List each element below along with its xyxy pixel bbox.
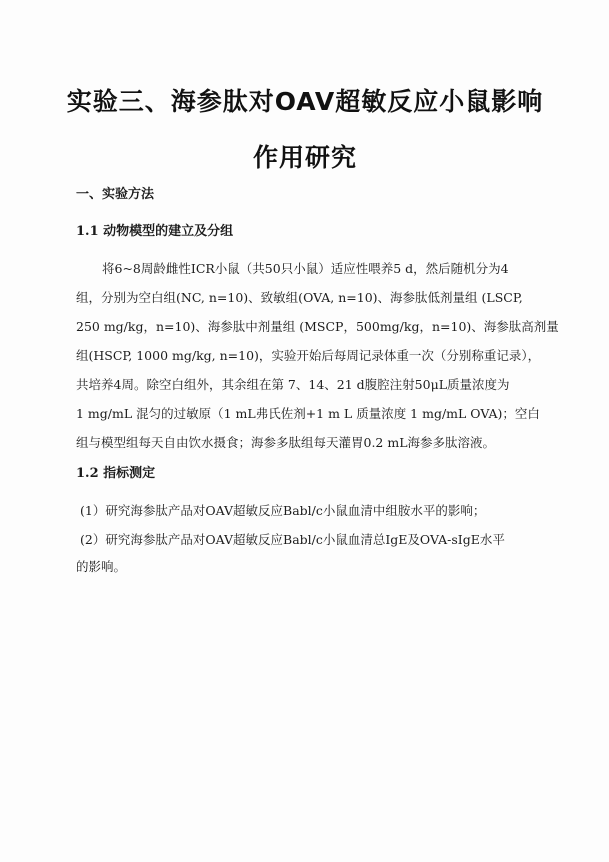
document-title-line-2: 作用研究 xyxy=(252,143,357,172)
subsection-heading-model: 1.1 动物模型的建立及分组 xyxy=(76,224,234,239)
indicator-item: (1）研究海参肽产品对OAV超敏反应Babl/c小鼠血清中组胺水平的影响； xyxy=(80,503,486,518)
paragraph-line: 组，分别为空白组(NC, n=10)、致敏组(OVA, n=10)、海参肽低剂量组 (LSCP, xyxy=(76,290,523,305)
paragraph-line: 将6~8周龄雌性ICR小鼠（共50只小鼠）适应性喂养5 d，然后随机分为4 xyxy=(102,261,509,276)
paragraph-line: 250 mg/kg，n=10)、海参肽中剂量组 (MSCP，500mg/kg，n=10)、海参肽高剂量 xyxy=(76,319,559,334)
paragraph-line: 组(HSCP, 1000 mg/kg, n=10)，实验开始后每周记录体重一次（分别称重记录）， xyxy=(76,348,541,363)
section-heading-methods: 一、实验方法 xyxy=(76,187,155,202)
document-title-line-1: 实验三、海参肽对OAV超敏反应小鼠影响 xyxy=(66,87,544,116)
indicator-item: (2）研究海参肽产品对OAV超敏反应Babl/c小鼠血清总IgE及OVA-sIgE水平 xyxy=(80,532,505,547)
paragraph-line: 组与模型组每天自由饮水摄食；海参多肽组每天灌胃0.2 mL海参多肽溶液。 xyxy=(76,435,496,450)
paragraph-line: 共培养4周。除空白组外，其余组在第 7、14、21 d腹腔注射50μL质量浓度为 xyxy=(76,377,510,392)
subsection-heading-indicators: 1.2 指标测定 xyxy=(76,466,156,481)
paragraph-line: 1 mg/mL 混匀的过敏原（1 mL弗氏佐剂+1 m L 质量浓度 1 mg/mL OVA)；空白 xyxy=(76,406,540,421)
indicator-item-continuation: 的影响。 xyxy=(76,559,127,574)
